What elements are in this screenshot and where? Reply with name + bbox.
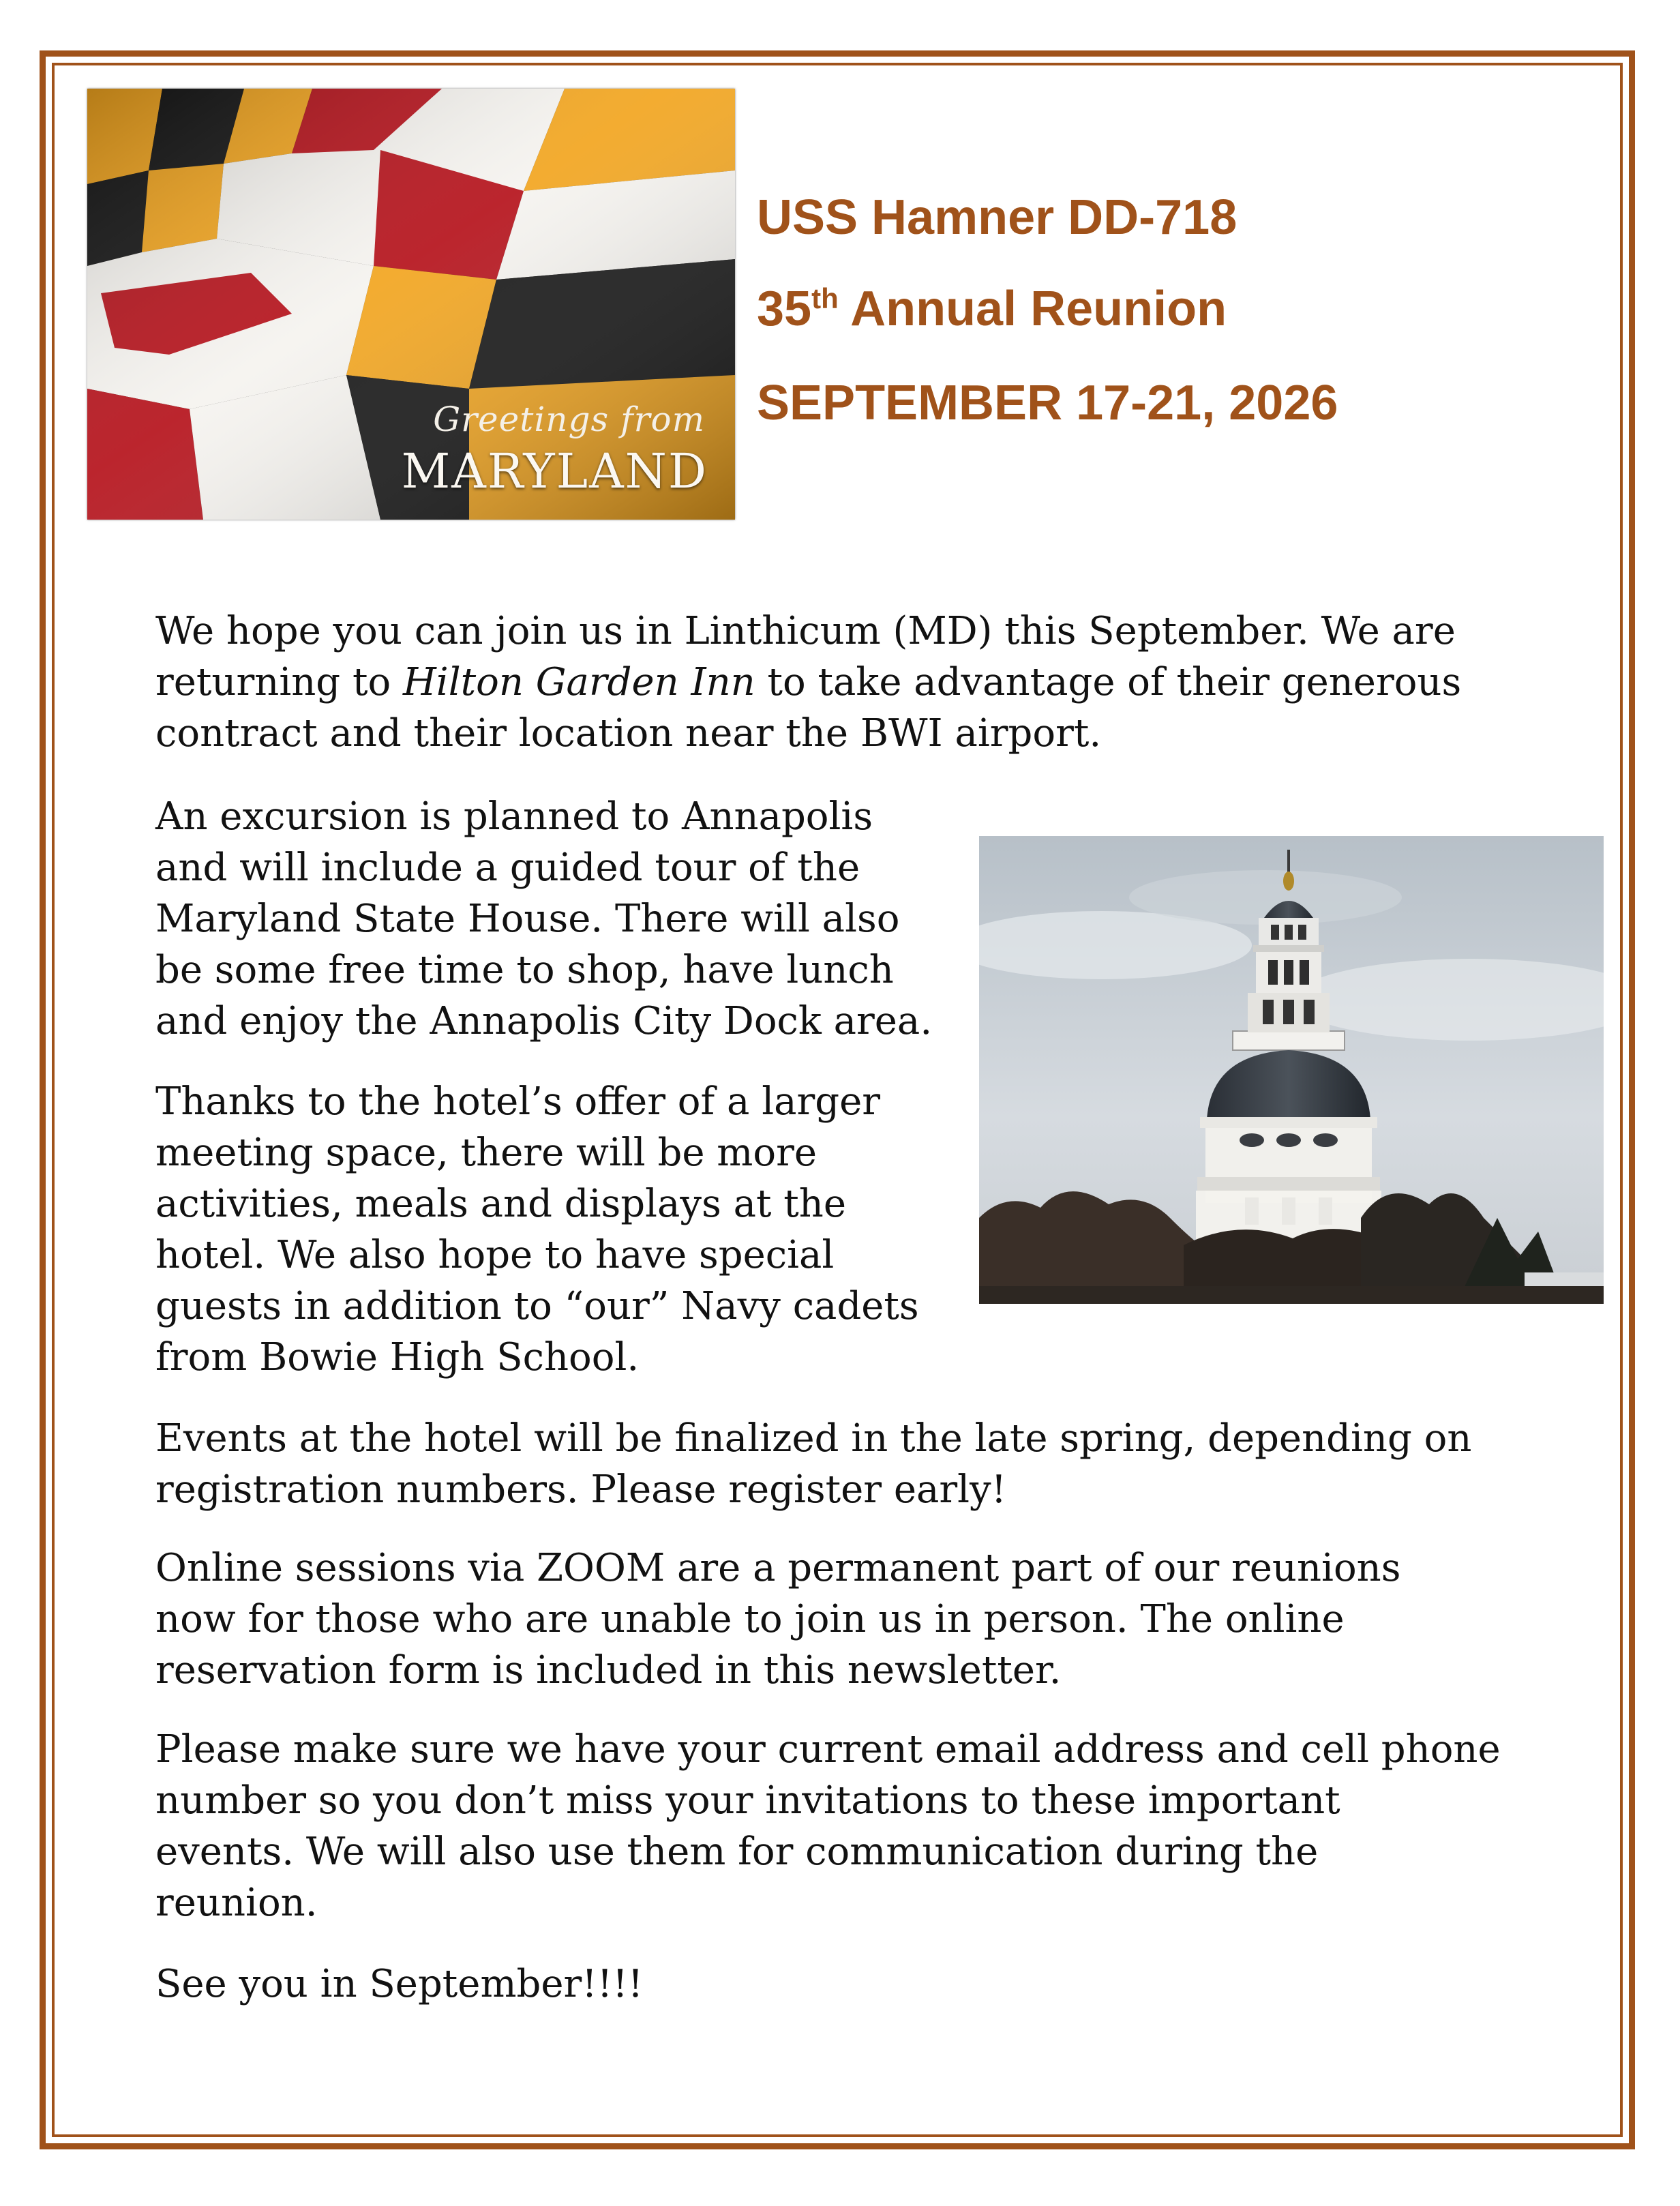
events-paragraph: Events at the hotel will be finalized in the late spring, depending on registration numbers. Please register early! (155, 1416, 1472, 1512)
zoom-paragraph: Online sessions via ZOOM are a permanent part of our reunions now for those who are unable to join us in person. The online reservation form is included in this newsletter. (155, 1546, 1401, 1693)
maryland-flag-image (87, 89, 735, 520)
lantern-window-5 (1284, 960, 1293, 985)
state-house-graphic (979, 836, 1604, 1304)
ship-name-heading: USS Hamner DD-718 (757, 190, 1238, 245)
drum-window-2 (1283, 1000, 1294, 1024)
oculus-2 (1276, 1133, 1301, 1147)
ground (979, 1286, 1604, 1304)
spire-acorn (1283, 871, 1294, 891)
reunion-title: Annual Reunion (850, 282, 1227, 336)
flag-state-text: MARYLAND (401, 443, 708, 499)
lantern-ledge-1 (1253, 945, 1324, 952)
state-house-photo (979, 836, 1604, 1304)
lantern-window-6 (1300, 960, 1309, 985)
excursion-paragraph: An excursion is planned to Annapolis and will include a guided tour of the Maryland State House. There will also be some free time to shop, have lunch and enjoy the Annapolis City Dock area. (155, 794, 933, 1043)
reunion-dates-heading: SEPTEMBER 17-21, 2026 (757, 376, 1338, 430)
closing-line: See you in September!!!! (155, 1962, 644, 2006)
hotel-activities-paragraph: Thanks to the hotel’s offer of a larger meeting space, there will be more activities, meals and displays at the hotel. We also hope to have special guests in addition to “our” Navy cadets from Bowie High School. (155, 1079, 919, 1380)
lantern-window-4 (1268, 960, 1278, 985)
base-band (1197, 1177, 1380, 1191)
flag-greeting-text: Greetings from (433, 400, 705, 439)
drum-window-3 (1304, 1000, 1315, 1024)
reunion-suffix: th (811, 282, 839, 314)
intro-text-end: to take advantage of their generous contract and their location near the BWI airport. (155, 660, 1462, 756)
reunion-number: 35 (757, 282, 812, 336)
contact-info-paragraph: Please make sure we have your current email address and cell phone number so you don’t miss your invitations to these important events. We will also use them for communication during the reunion. (155, 1727, 1501, 1925)
intro-text-start: We hope you can join us in Linthicum (MD) this September. We are returning to (155, 609, 1456, 704)
oculus-3 (1313, 1133, 1338, 1147)
intro-paragraph (155, 606, 1461, 759)
balustrade (1233, 1031, 1345, 1050)
lantern-window-1 (1271, 925, 1279, 940)
lantern-window-3 (1298, 925, 1306, 940)
dome-base-band (1200, 1117, 1377, 1128)
drum-window-1 (1263, 1000, 1274, 1024)
hotel-name: Hilton Garden Inn (402, 660, 755, 704)
lantern-window-2 (1285, 925, 1293, 940)
oculus-1 (1240, 1133, 1264, 1147)
reunion-heading (757, 281, 1227, 337)
